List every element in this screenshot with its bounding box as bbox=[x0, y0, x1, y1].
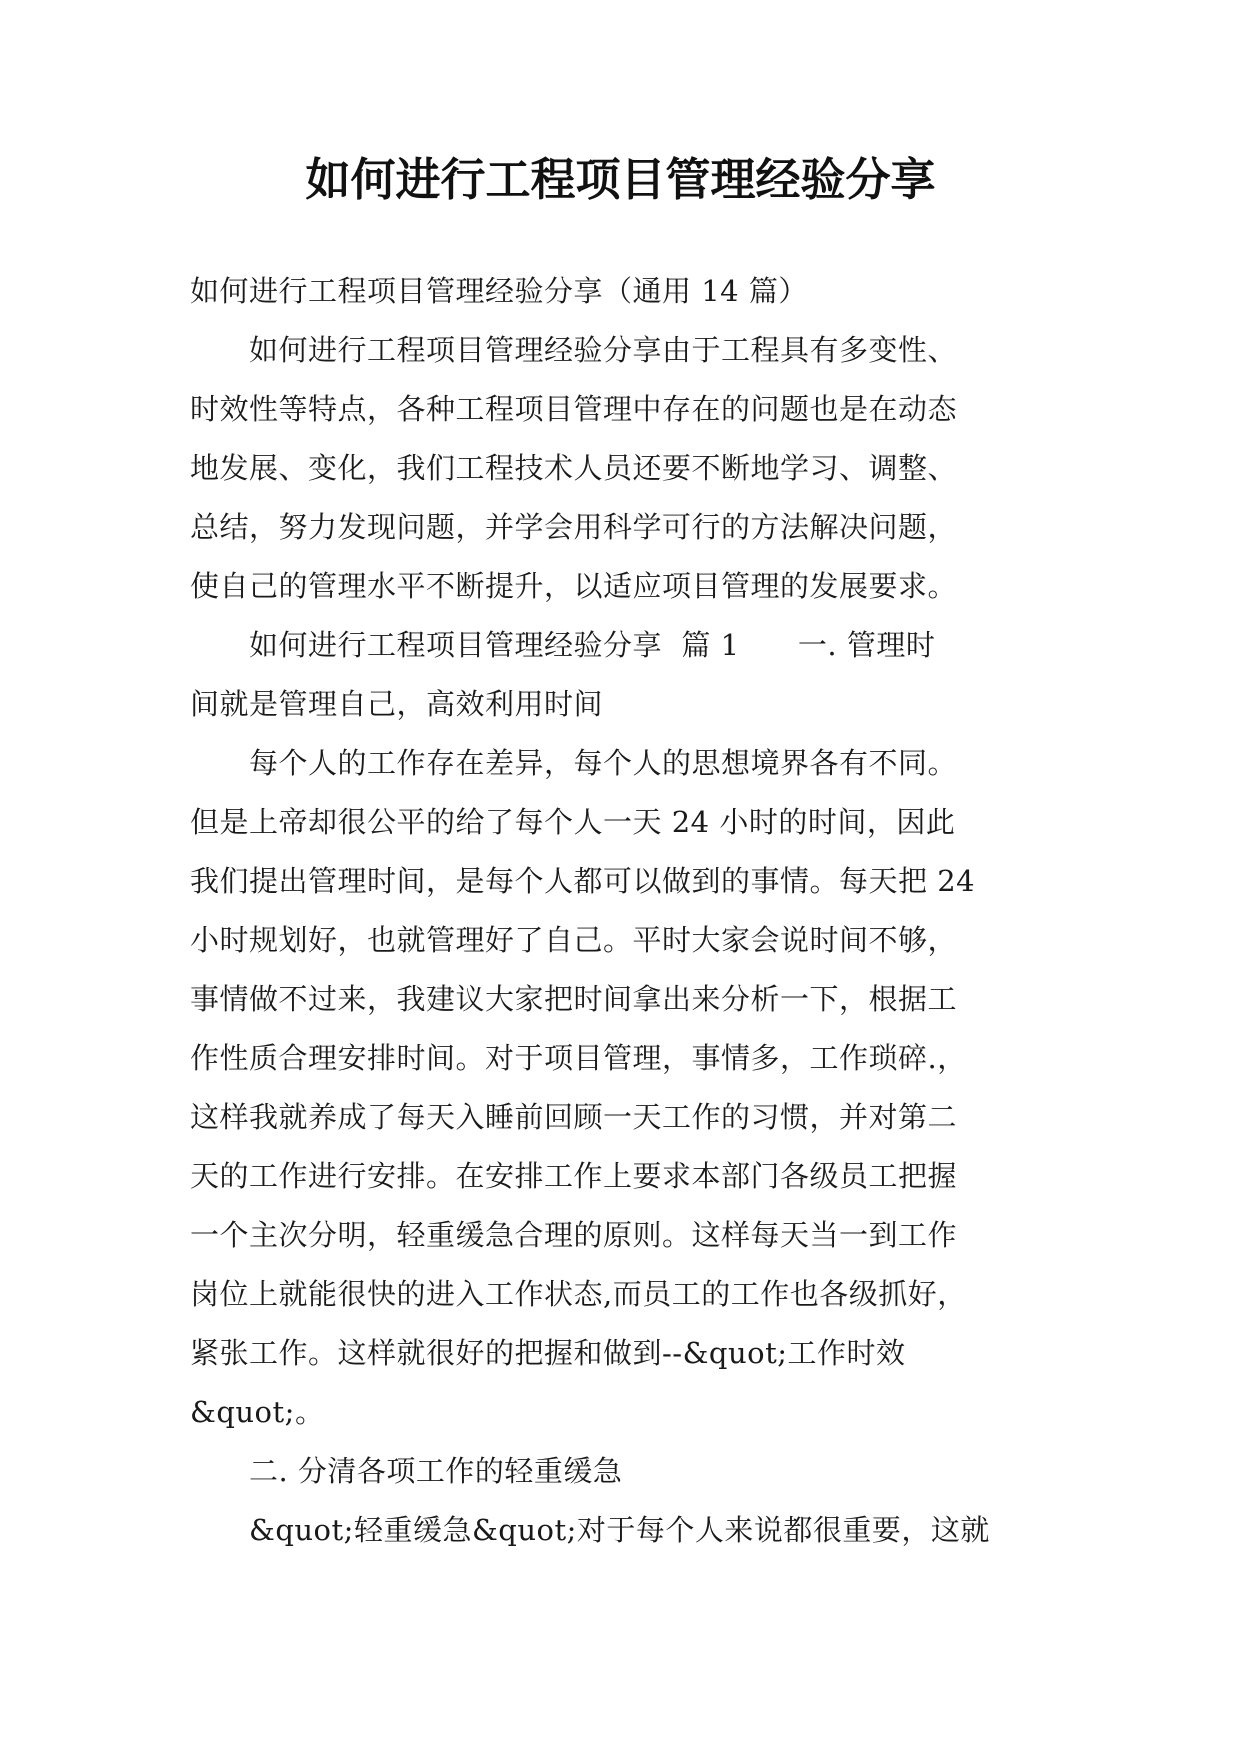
text-line: &quot;轻重缓急&quot;对于每个人来说都很重要，这就 bbox=[190, 1513, 990, 1547]
text-line: 作性质合理安排时间。对于项目管理，事情多，工作琐碎.， bbox=[190, 1041, 967, 1075]
text-line: 使自己的管理水平不断提升，以适应项目管理的发展要求。 bbox=[190, 569, 958, 603]
text-line: 但是上帝却很公平的给了每个人一天 24 小时的时间，因此 bbox=[190, 805, 956, 839]
text-line: 天的工作进行安排。在安排工作上要求本部门各级员工把握 bbox=[190, 1159, 958, 1193]
text-line: 紧张工作。这样就很好的把握和做到--&quot;工作时效 bbox=[190, 1336, 906, 1370]
text-line: 二. 分清各项工作的轻重缓急 bbox=[190, 1454, 623, 1488]
text-line: 事情做不过来，我建议大家把时间拿出来分析一下，根据工 bbox=[190, 982, 958, 1016]
text-line: 如何进行工程项目管理经验分享由于工程具有多变性、 bbox=[190, 333, 958, 367]
text-line: 时效性等特点，各种工程项目管理中存在的问题也是在动态 bbox=[190, 392, 958, 426]
text-line: 一个主次分明，轻重缓急合理的原则。这样每天当一到工作 bbox=[190, 1218, 958, 1252]
text-line: 地发展、变化，我们工程技术人员还要不断地学习、调整、 bbox=[190, 451, 958, 485]
text-line: &quot;。 bbox=[190, 1395, 325, 1429]
text-line: 这样我就养成了每天入睡前回顾一天工作的习惯，并对第二 bbox=[190, 1100, 958, 1134]
document-body bbox=[190, 262, 1070, 1560]
text-line: 如何进行工程项目管理经验分享（通用 14 篇） bbox=[190, 274, 808, 308]
text-line: 如何进行工程项目管理经验分享 篇 1 一. 管理时 bbox=[190, 628, 936, 662]
text-line: 小时规划好，也就管理好了自己。平时大家会说时间不够， bbox=[190, 923, 958, 957]
text-line: 每个人的工作存在差异，每个人的思想境界各有不同。 bbox=[190, 746, 958, 780]
document-title: 如何进行工程项目管理经验分享 bbox=[305, 153, 936, 206]
text-line: 间就是管理自己，高效利用时间 bbox=[190, 687, 604, 721]
text-line: 岗位上就能很快的进入工作状态,而员工的工作也各级抓好， bbox=[190, 1277, 967, 1311]
text-line: 我们提出管理时间，是每个人都可以做到的事情。每天把 24 bbox=[190, 864, 976, 898]
text-line: 总结，努力发现问题，并学会用科学可行的方法解决问题， bbox=[190, 510, 958, 544]
